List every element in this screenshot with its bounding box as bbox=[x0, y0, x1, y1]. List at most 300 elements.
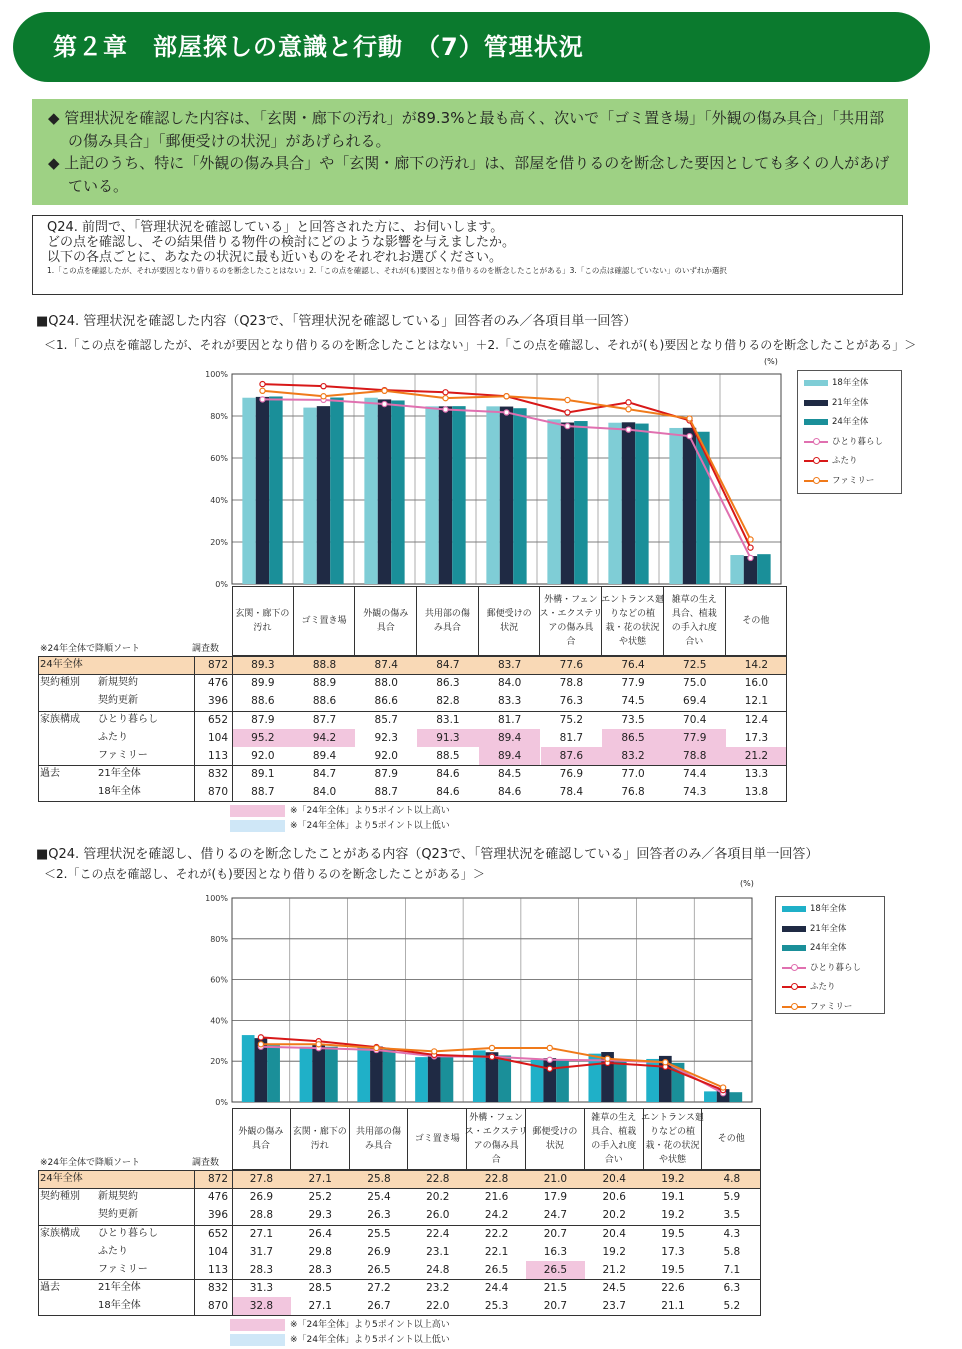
chart2-row-label: 契約更新 bbox=[98, 1209, 138, 1221]
chart1-bar-18年全体 bbox=[669, 428, 682, 584]
chart1-category-label-line: 外観の傷み bbox=[363, 609, 409, 619]
chart2-bar-18年全体 bbox=[300, 1047, 313, 1102]
chart1-category-label-line: 郵便受けの bbox=[486, 609, 532, 619]
chart1-value-cell: 92.0 bbox=[251, 750, 275, 762]
chart2-value-cell: 17.9 bbox=[543, 1191, 568, 1204]
summary-line-2: ◆ 上記のうち、特に「外観の傷み具合」や「玄関・廊下の汚れ」は、部屋を借りるのを断念した要因としても多くの人があげている。 bbox=[48, 154, 890, 195]
chart1-category-label-line: りなどの植 bbox=[610, 609, 656, 619]
chart1-value-cell: 88.9 bbox=[312, 677, 337, 690]
chart2-legend-high-swatch bbox=[230, 1319, 285, 1331]
chart2-value-cell: 28.8 bbox=[249, 1209, 274, 1222]
chart1-point-ファミリー bbox=[687, 416, 692, 421]
chart1-value-cell: 17.3 bbox=[744, 731, 769, 744]
chart1-value-cell: 83.2 bbox=[602, 747, 664, 765]
chart2-category-label bbox=[702, 1108, 761, 1170]
chart2-value-cell: 19.2 bbox=[661, 1173, 685, 1185]
chart2-value-cell: 26.9 bbox=[249, 1191, 274, 1204]
chart1-legend-low-swatch bbox=[230, 820, 285, 832]
chart1-category-label bbox=[664, 586, 726, 656]
chart1-table-frame bbox=[38, 656, 787, 802]
chart2-value-cell: 16.3 bbox=[543, 1245, 568, 1258]
chart2-bar-21年全体 bbox=[312, 1044, 325, 1102]
chart2-point-ファミリー bbox=[605, 1056, 610, 1061]
chart1-bar-21年全体 bbox=[378, 399, 391, 584]
chart1-ytick-label: 60% bbox=[210, 454, 228, 463]
chart2-value-cell: 31.3 bbox=[249, 1282, 274, 1295]
chart1-legend bbox=[797, 370, 902, 494]
chart1-value-cell: 75.0 bbox=[683, 677, 707, 690]
question-line-2: どの点を確認し、その結果借りる物件の検討にどのような影響を与えましたか。 bbox=[47, 235, 516, 250]
chart1-point-ファミリー bbox=[260, 388, 265, 393]
chart2-value-cell: 28.3 bbox=[249, 1264, 274, 1276]
chart1-value-cell: 87.6 bbox=[541, 747, 603, 765]
chart2-row-label: 新規契約 bbox=[98, 1191, 138, 1203]
chart1-group-label: 24年全体 bbox=[40, 659, 83, 670]
question-note: 1.「この点を確認したが、それが要因となり借りるのを断念したことはない」2.「この点を確認し、それが(も)要因となり借りるのを断念したことがある」3.「この点は確認していない」のいずれか選択 bbox=[47, 266, 727, 275]
chart1-row-n: 113 bbox=[207, 750, 228, 762]
chart1-point-ふたり bbox=[748, 545, 753, 550]
chart1-value-cell: 87.4 bbox=[374, 659, 398, 671]
chart2-point-ふたり bbox=[258, 1035, 263, 1040]
chart2-legend-label: 21年全体 bbox=[810, 923, 847, 934]
chart2-bar-18年全体 bbox=[415, 1057, 428, 1102]
chart2-category-label-line: や状態 bbox=[658, 1155, 686, 1165]
chart1-value-cell: 14.2 bbox=[744, 659, 769, 671]
chart1-value-cell: 76.9 bbox=[559, 768, 584, 781]
chart2-group-label: 24年全体 bbox=[40, 1173, 83, 1184]
chart2-value-cell: 25.3 bbox=[484, 1300, 509, 1313]
chart1-legend-label: 18年全体 bbox=[832, 378, 869, 388]
chart2-point-ファミリー bbox=[316, 1042, 321, 1047]
chart2-value-cell: 17.3 bbox=[661, 1245, 685, 1258]
chart2-value-cell: 24.8 bbox=[426, 1264, 450, 1276]
chart2-point-ファミリー bbox=[432, 1049, 437, 1054]
chart2-category-label-line: ゴミ置き場 bbox=[414, 1134, 460, 1144]
chart2-value-cell: 26.3 bbox=[367, 1209, 391, 1222]
chart2-ytick-label: 60% bbox=[210, 975, 228, 985]
chart2-value-cell: 19.5 bbox=[661, 1227, 685, 1240]
chart1-subtitle: ＜1.「この点を確認したが、それが要因となり借りるのを断念したことはない」＋2.「この点を確認し、それが(も)要因となり借りるのを断念したことがある」＞ bbox=[44, 338, 917, 352]
chart2-value-cell: 4.8 bbox=[723, 1173, 741, 1185]
summary-box bbox=[32, 99, 908, 205]
chart2-value-cell: 20.2 bbox=[602, 1209, 626, 1222]
chart1-row-n: 104 bbox=[207, 731, 228, 744]
chart2-value-cell: 22.8 bbox=[484, 1173, 509, 1185]
chart2-bar-24年全体 bbox=[556, 1059, 569, 1102]
chart1-category-label-line: 玄関・廊下の bbox=[235, 609, 290, 619]
chart1-category-label-line: 状況 bbox=[500, 623, 519, 633]
chart1-section-title: ■Q24. 管理状況を確認した内容（Q23で、「管理状況を確認している」回答者のみ／各項目単一回答） bbox=[36, 314, 637, 329]
chart1-legend-label: ふたり bbox=[832, 456, 858, 466]
chart1-value-cell: 83.7 bbox=[497, 659, 522, 671]
chart1-row-n: 476 bbox=[207, 677, 228, 690]
chart1-bar-18年全体 bbox=[425, 406, 438, 584]
chart2-n-header: 調査数 bbox=[192, 1158, 220, 1168]
chart1-category-label bbox=[294, 586, 356, 656]
chart2-point-ファミリー bbox=[547, 1045, 552, 1050]
chart1-value-cell: 77.6 bbox=[559, 659, 584, 671]
chart1-point-ひとり暮らし bbox=[443, 407, 448, 412]
chart2-sort-note: ※24年全体で降順ソート bbox=[40, 1158, 140, 1168]
chart1-value-cell: 83.1 bbox=[436, 713, 460, 726]
chart2-legend-label: ファミリー bbox=[810, 1001, 853, 1012]
chart2-bar-24年全体 bbox=[267, 1045, 280, 1102]
chart1-value-cell: 84.7 bbox=[436, 659, 460, 671]
chart2-value-cell: 5.8 bbox=[723, 1245, 741, 1258]
chart2-value-cell: 26.5 bbox=[526, 1261, 585, 1279]
chart1-point-ひとり暮らし bbox=[565, 423, 570, 428]
chart2-category-label-line: 共用部の傷 bbox=[355, 1127, 401, 1137]
chart1-value-cell: 74.3 bbox=[683, 786, 707, 799]
chart1-bar-24年全体 bbox=[391, 400, 404, 584]
chart1-bar-18年全体 bbox=[547, 419, 560, 584]
chart2-legend-marker bbox=[791, 964, 798, 971]
chart1-value-cell: 84.6 bbox=[436, 768, 460, 781]
chart1-legend-swatch bbox=[804, 419, 828, 425]
chart2-legend-label: 18年全体 bbox=[810, 904, 847, 914]
chart2-plot bbox=[190, 890, 770, 1110]
chart1-value-cell: 72.5 bbox=[683, 659, 707, 671]
question-line-3: 以下の各点ごとに、あなたの状況に最も近いものをそれぞれお選びください。 bbox=[47, 250, 503, 265]
chart1-legend-label: ひとり暮らし bbox=[832, 436, 884, 447]
chart1-category-label-line: 汚れ bbox=[253, 623, 272, 633]
chart1-point-ひとり暮らし bbox=[687, 434, 692, 439]
chart1-value-cell: 84.0 bbox=[497, 677, 522, 690]
chart1-bar-24年全体 bbox=[330, 398, 343, 584]
chart1-value-cell: 13.3 bbox=[744, 768, 769, 781]
chart2-section-title: ■Q24. 管理状況を確認し、借りるのを断念したことがある内容（Q23で、「管理状況を確認している」回答者のみ／各項目単一回答） bbox=[36, 847, 819, 862]
chart1-value-cell: 83.3 bbox=[497, 695, 522, 708]
chart1-value-cell: 88.7 bbox=[374, 786, 398, 799]
chart2-value-cell: 22.6 bbox=[661, 1282, 685, 1295]
chart1-value-cell: 92.3 bbox=[374, 731, 398, 744]
chart1-ytick-label: 20% bbox=[210, 538, 228, 547]
chart1-bar-21年全体 bbox=[561, 423, 574, 584]
chart1-row-n: 870 bbox=[207, 786, 228, 799]
chart2-row-label: ふたり bbox=[98, 1245, 128, 1257]
chart1-col-rule bbox=[194, 656, 195, 802]
chart2-value-cell: 32.8 bbox=[232, 1297, 291, 1315]
chart2-value-cell: 25.5 bbox=[367, 1227, 391, 1240]
chart2-legend-swatch bbox=[782, 945, 806, 951]
chart2-value-cell: 6.3 bbox=[723, 1282, 741, 1295]
chart2-group-label: 契約種別 bbox=[40, 1191, 80, 1203]
chart2-group-label: 過去 bbox=[40, 1282, 60, 1294]
chart2-value-cell: 5.9 bbox=[723, 1191, 741, 1204]
chart2-category-label-line: 具合 bbox=[251, 1141, 270, 1151]
chart2-value-cell: 5.2 bbox=[723, 1300, 741, 1313]
chart2-value-cell: 24.7 bbox=[543, 1209, 568, 1222]
chart2-value-cell: 21.0 bbox=[543, 1173, 568, 1185]
chart2-row-label: 21年全体 bbox=[98, 1282, 141, 1294]
chart1-value-cell: 87.9 bbox=[374, 768, 398, 781]
chart2-value-cell: 26.5 bbox=[484, 1264, 509, 1276]
chart1-table bbox=[38, 586, 788, 836]
chart2-value-cell: 3.5 bbox=[723, 1209, 741, 1222]
chart1-point-ひとり暮らし bbox=[626, 427, 631, 432]
chart2-col-rule bbox=[232, 1170, 233, 1316]
chart1-bar-18年全体 bbox=[303, 408, 316, 584]
chart1-value-cell: 89.4 bbox=[479, 747, 541, 765]
chart2-category-label bbox=[350, 1108, 409, 1170]
chart1-value-cell: 77.9 bbox=[621, 677, 645, 690]
chart1-point-ひとり暮らし bbox=[748, 555, 753, 560]
chart2-value-cell: 25.4 bbox=[367, 1191, 391, 1204]
chart1-value-cell: 77.9 bbox=[664, 729, 726, 747]
chart2-ytick-label: 40% bbox=[210, 1016, 228, 1026]
chart1-bar-18年全体 bbox=[486, 406, 499, 584]
chart2-category-label-line: み具合 bbox=[364, 1141, 392, 1151]
chart1-value-cell: 78.4 bbox=[559, 786, 584, 799]
chart1-ytick-label: 40% bbox=[210, 496, 228, 505]
chart1-value-cell: 76.4 bbox=[621, 659, 645, 671]
chart2-value-cell: 19.2 bbox=[661, 1209, 685, 1222]
chart2-value-cell: 29.3 bbox=[308, 1209, 332, 1222]
chart2-value-cell: 22.8 bbox=[426, 1173, 450, 1185]
chart1-legend-marker bbox=[813, 477, 820, 484]
chart2-legend-label: 24年全体 bbox=[810, 943, 847, 953]
chart2-value-cell: 26.4 bbox=[308, 1227, 332, 1240]
chart2-subtitle: ＜2.「この点を確認し、それが(も)要因となり借りるのを断念したことがある」＞ bbox=[44, 867, 485, 881]
chart1-legend-marker bbox=[813, 438, 820, 445]
chart2-value-cell: 27.8 bbox=[249, 1173, 274, 1185]
chart1-point-ふたり bbox=[565, 410, 570, 415]
chart1-bar-21年全体 bbox=[500, 407, 513, 584]
chart2-category-label bbox=[408, 1108, 467, 1170]
chart1-row-label: 新規契約 bbox=[98, 677, 138, 689]
chart1-group-label: 過去 bbox=[40, 768, 60, 780]
chart1-legend-label: ファミリー bbox=[832, 475, 875, 486]
chart1-value-cell: 74.4 bbox=[683, 768, 707, 781]
chart1-bar-21年全体 bbox=[256, 397, 269, 584]
chart1-legend-high: ※「24年全体」より5ポイント以上高い bbox=[290, 805, 450, 816]
chart1-row-n: 396 bbox=[207, 695, 228, 708]
chart1-bar-24年全体 bbox=[513, 408, 526, 584]
chart2-value-cell: 23.2 bbox=[426, 1282, 450, 1295]
chart2-value-cell: 27.1 bbox=[308, 1300, 332, 1313]
chart1-value-cell: 77.0 bbox=[621, 768, 645, 781]
chart1-point-ふたり bbox=[321, 384, 326, 389]
chart1-row-label: 18年全体 bbox=[98, 786, 141, 798]
chart1-n-header: 調査数 bbox=[192, 644, 220, 654]
chart2-category-label-line: 雑草の生え bbox=[591, 1113, 637, 1123]
chart2-legend-low: ※「24年全体」より5ポイント以上低い bbox=[290, 1334, 450, 1345]
chart1-value-cell: 13.8 bbox=[744, 786, 769, 799]
chart2-point-ファミリー bbox=[374, 1045, 379, 1050]
chart2-value-cell: 27.2 bbox=[367, 1282, 391, 1295]
chart1-value-cell: 87.9 bbox=[251, 713, 275, 726]
chart1-point-ふたり bbox=[260, 381, 265, 386]
chart2-value-cell: 22.0 bbox=[426, 1300, 450, 1313]
chart2-bar-21年全体 bbox=[543, 1058, 556, 1102]
chart2-value-cell: 20.7 bbox=[543, 1300, 568, 1313]
chart1-value-cell: 84.6 bbox=[436, 786, 460, 799]
chart2-legend-high: ※「24年全体」より5ポイント以上高い bbox=[290, 1319, 450, 1330]
chart2-value-cell: 24.5 bbox=[602, 1282, 626, 1295]
chart2-value-cell: 28.5 bbox=[308, 1282, 332, 1295]
chart2-value-cell: 20.6 bbox=[602, 1191, 626, 1204]
chart2-value-cell: 31.7 bbox=[249, 1245, 274, 1258]
chart2-ytick-label: 0% bbox=[215, 1098, 228, 1107]
chart1-category-label-line: エントランス廻 bbox=[601, 595, 664, 605]
chart2-bar-24年全体 bbox=[729, 1092, 742, 1102]
chart1-point-ファミリー bbox=[565, 397, 570, 402]
chart2-value-cell: 25.2 bbox=[308, 1191, 332, 1204]
chart1-value-cell: 86.5 bbox=[602, 729, 664, 747]
chart1-value-cell: 74.5 bbox=[621, 695, 645, 708]
chart1-bar-24年全体 bbox=[574, 421, 587, 584]
chart2-category-label-line: りなどの植 bbox=[649, 1127, 695, 1137]
chart1-sort-note: ※24年全体で降順ソート bbox=[40, 644, 140, 654]
chart1-category-label bbox=[232, 586, 294, 656]
chart1-value-cell: 84.7 bbox=[312, 768, 337, 781]
chart2-value-cell: 24.4 bbox=[484, 1282, 509, 1295]
chart1-point-ふたり bbox=[443, 390, 448, 395]
chart1-value-cell: 16.0 bbox=[744, 677, 769, 690]
chart1-group-label: 契約種別 bbox=[40, 677, 80, 689]
chart1-value-cell: 89.1 bbox=[251, 768, 275, 781]
chart2-value-cell: 22.1 bbox=[484, 1245, 509, 1258]
chart2-category-label-line: 外構・フェン bbox=[469, 1113, 523, 1123]
chart1-value-cell: 89.4 bbox=[479, 729, 541, 747]
chart1-value-cell: 95.2 bbox=[232, 729, 294, 747]
chart2-row-n: 870 bbox=[207, 1300, 228, 1313]
chart1-value-cell: 92.0 bbox=[374, 750, 398, 762]
chart1-category-label-line: 栽・花の状況 bbox=[605, 623, 660, 633]
chart2-row-n: 476 bbox=[207, 1191, 228, 1204]
chart2-category-label-line: 具合、植栽 bbox=[591, 1127, 637, 1137]
chart1-category-label-line: 合い bbox=[685, 637, 704, 647]
chart1-row-n: 832 bbox=[207, 768, 228, 781]
chart1-ytick-label: 80% bbox=[210, 412, 228, 421]
chart1-group-label: 家族構成 bbox=[40, 713, 80, 725]
chart2-ytick-label: 20% bbox=[210, 1057, 228, 1067]
chart1-category-label-line: ゴミ置き場 bbox=[301, 616, 347, 626]
chart2-legend-marker bbox=[791, 1003, 798, 1010]
chart1-category-label-line: み具合 bbox=[433, 623, 461, 633]
summary-line-1: ◆ 管理状況を確認した内容は、「玄関・廊下の汚れ」が89.3%と最も高く、次いで「ゴミ置き場」「外観の傷み具合」「共用部の傷み具合」「郵便受けの状況」があげられる。 bbox=[48, 109, 885, 150]
chart2-bar-21年全体 bbox=[428, 1055, 441, 1102]
chart1-point-ファミリー bbox=[382, 388, 387, 393]
chart2-value-cell: 29.8 bbox=[308, 1245, 332, 1258]
chart1-category-label-line: アの傷み具 bbox=[548, 623, 594, 633]
chart1-row-label: ひとり暮らし bbox=[98, 713, 158, 725]
chart1-value-cell: 21.2 bbox=[726, 747, 788, 765]
chart1-legend-low: ※「24年全体」より5ポイント以上低い bbox=[290, 820, 450, 831]
chart1-value-cell: 88.0 bbox=[374, 677, 398, 690]
chart2-value-cell: 27.1 bbox=[308, 1173, 332, 1185]
chart2-group-label: 家族構成 bbox=[40, 1227, 80, 1239]
chart2-category-label-line: の手入れ度 bbox=[591, 1141, 637, 1151]
page-title: 第２章 部屋探しの意識と行動 （7）管理状況 bbox=[53, 33, 584, 61]
chart1-value-cell: 86.3 bbox=[436, 677, 460, 690]
chart1-bar-18年全体 bbox=[730, 555, 743, 584]
chart1-legend-high-swatch bbox=[230, 805, 285, 817]
chart1-value-cell: 89.9 bbox=[251, 677, 275, 690]
chart2-value-cell: 26.5 bbox=[367, 1264, 391, 1276]
chart1-ytick-label: 0% bbox=[215, 580, 228, 589]
chart1-value-cell: 88.6 bbox=[312, 695, 337, 708]
chart1-category-label-line: 具合 bbox=[376, 623, 395, 633]
chart2-ytick-label: 100% bbox=[205, 894, 228, 903]
chart2-row-label: ファミリー bbox=[98, 1264, 148, 1275]
chart2-bar-18年全体 bbox=[242, 1035, 255, 1102]
chart2-value-cell: 21.2 bbox=[602, 1264, 626, 1276]
chart2-row-n: 396 bbox=[207, 1209, 228, 1222]
chart2-value-cell: 20.4 bbox=[602, 1173, 626, 1185]
chart1-value-cell: 84.6 bbox=[497, 786, 522, 799]
chart1-value-cell: 88.5 bbox=[436, 750, 460, 762]
chart1-bar-24年全体 bbox=[757, 554, 770, 584]
chart2-category-label-line: その他 bbox=[717, 1134, 745, 1144]
chart2-bar-24年全体 bbox=[498, 1055, 511, 1102]
chart1-value-cell: 86.6 bbox=[374, 695, 398, 708]
chart2-category-label-line: エントランス廻 bbox=[641, 1113, 704, 1123]
chart2-category-label bbox=[585, 1108, 644, 1170]
chart1-unit: (%) bbox=[764, 357, 778, 366]
chart2-value-cell: 21.1 bbox=[661, 1300, 685, 1313]
chart2-bar-24年全体 bbox=[325, 1047, 338, 1102]
chart1-value-cell: 82.8 bbox=[436, 695, 460, 708]
chart2-point-ふたり bbox=[547, 1066, 552, 1071]
chart1-point-ファミリー bbox=[321, 394, 326, 399]
chart2-col-rule bbox=[194, 1170, 195, 1316]
chart2-bar-24年全体 bbox=[383, 1049, 396, 1102]
chart1-row-label: 21年全体 bbox=[98, 768, 141, 780]
chart2-row-n: 104 bbox=[207, 1245, 228, 1258]
chart1-value-cell: 88.8 bbox=[312, 659, 337, 671]
chart1-value-cell: 85.7 bbox=[374, 713, 398, 726]
chart2-row-n: 113 bbox=[207, 1264, 228, 1276]
chart2-category-label-line: 外観の傷み bbox=[238, 1127, 284, 1137]
chart1-value-cell: 69.4 bbox=[683, 695, 707, 708]
chart2-value-cell: 27.1 bbox=[249, 1227, 274, 1240]
chart1-bar-18年全体 bbox=[608, 423, 621, 584]
chart1-value-cell: 78.8 bbox=[664, 747, 726, 765]
chart1-row-n: 872 bbox=[207, 659, 228, 671]
chart2-bar-18年全体 bbox=[357, 1048, 370, 1102]
chart1-bar-21年全体 bbox=[317, 406, 330, 584]
chart1-value-cell: 84.0 bbox=[312, 786, 337, 799]
chart1-category-label bbox=[417, 586, 479, 656]
chart1-bar-24年全体 bbox=[635, 424, 648, 584]
chart2-bar-21年全体 bbox=[370, 1047, 383, 1102]
chart1-category-label bbox=[726, 586, 788, 656]
chart2-value-cell: 23.7 bbox=[602, 1300, 626, 1313]
chart1-value-cell: 76.3 bbox=[559, 695, 584, 708]
chart2-category-label-line: アの傷み具 bbox=[473, 1141, 519, 1151]
chart1-value-cell: 89.3 bbox=[251, 659, 275, 671]
chart2-point-ファミリー bbox=[258, 1042, 263, 1047]
chart1-ytick-label: 100% bbox=[205, 370, 228, 379]
chart2-legend bbox=[775, 896, 885, 1014]
chart1-bar-18年全体 bbox=[364, 398, 377, 584]
chart2-value-cell: 19.1 bbox=[661, 1191, 685, 1204]
chart2-value-cell: 24.2 bbox=[484, 1209, 509, 1222]
chart1-category-label-line: 具合、植栽 bbox=[671, 609, 717, 619]
chart1-value-cell: 75.2 bbox=[559, 713, 584, 726]
chart2-value-cell: 22.2 bbox=[484, 1227, 509, 1240]
chart2-value-cell: 26.0 bbox=[426, 1209, 450, 1222]
chart1-row-n: 652 bbox=[207, 713, 228, 726]
chart1-value-cell: 78.8 bbox=[559, 677, 584, 690]
chart2-value-cell: 19.2 bbox=[602, 1245, 626, 1258]
chart2-value-cell: 19.5 bbox=[661, 1264, 685, 1276]
chart2-category-label bbox=[641, 1108, 704, 1170]
chart2-value-cell: 26.9 bbox=[367, 1245, 391, 1258]
chart1-bar-24年全体 bbox=[269, 396, 282, 584]
chart1-point-ふたり bbox=[626, 400, 631, 405]
